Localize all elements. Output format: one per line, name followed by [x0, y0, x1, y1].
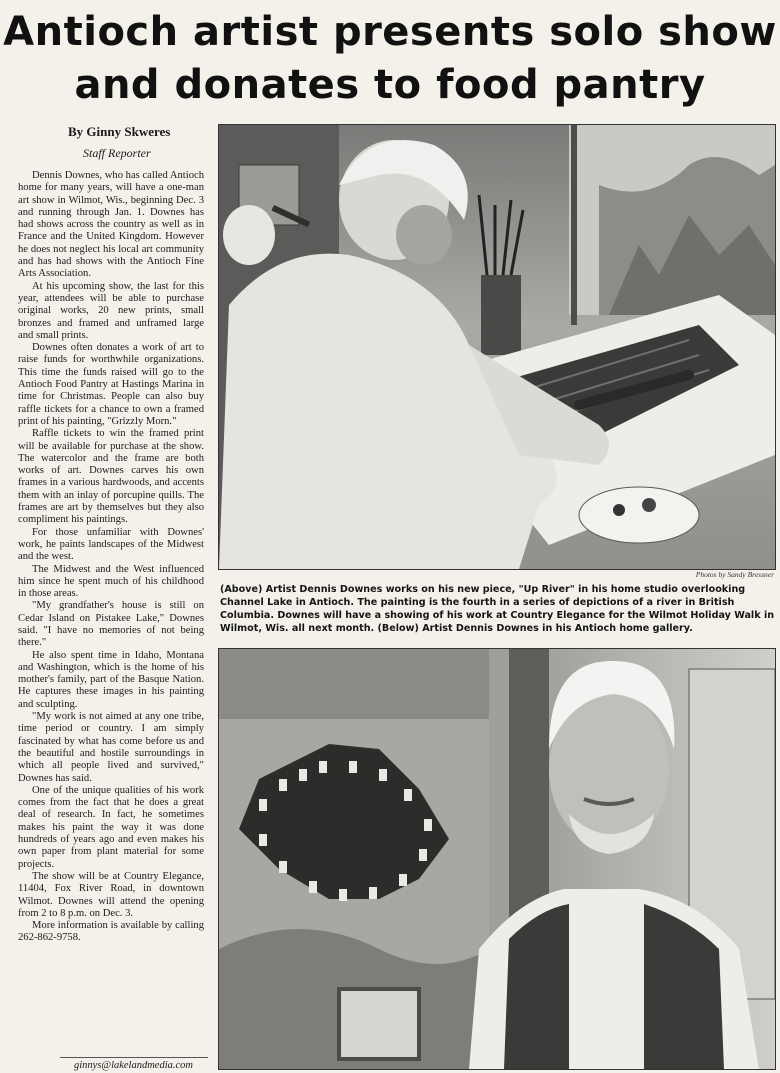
paragraph: "My work is not aimed at any one tribe, time period or country. I am simply fascinated by what has come before us and the beautiful and hostile surroundings in which all people lived and survived," Downes has said.	[18, 711, 204, 784]
paragraph: "My grandfather's house is still on Cedar Island on Pistakee Lake," Downes said. "I have no memories of not being there."	[18, 600, 204, 649]
photo-artist-painting	[218, 124, 776, 570]
photo-artist-painting-illustration	[219, 125, 775, 569]
paragraph: Raffle tickets to win the framed print will be available for purchase at the show. The watercolor and the frame are both works of art. Downes carves his own frames in a various hardwoods, and accents them with an inlay of porcupine quills. The frames are art by themselves but they also compliment his paintings.	[18, 428, 204, 526]
headline	[0, 6, 780, 112]
paragraph: He also spent time in Idaho, Montana and Washington, which is the home of his mother's family, part of the Basque Nation. He captures these images in his painting and sculpting.	[18, 649, 204, 710]
paragraph: The Midwest and the West influenced him since he spent much of his childhood in those areas.	[18, 563, 204, 600]
paragraph: For those unfamiliar with Downes' work, he paints landscapes of the Midwest and the west.	[18, 526, 204, 563]
paragraph: One of the unique qualities of his work comes from the fact that he does a great deal of research. In fact, he sometimes makes his paint the way it was done hundreds of years ago and even makes his own paper from plant material for some projects.	[18, 784, 204, 870]
author-role: Staff Reporter	[83, 146, 151, 160]
photo-caption: (Above) Artist Dennis Downes works on his new piece, "Up River" in his home studio overlooking Channel Lake in Antioch. The painting is the fourth in a series of depictions of a river in British Columbia. Downes will have a showing of his work at Country Elegance for the Wilmot Holiday Walk in Wilmot, Wis. all next month. (Below) Artist Dennis Downes in his Antioch home gallery.	[220, 584, 775, 634]
headline-line-1: Antioch artist presents solo show	[3, 9, 777, 55]
byline: By Ginny Skweres	[68, 124, 171, 139]
paragraph: More information is available by calling 262-862-9758.	[18, 920, 204, 944]
photo-credit: Photos by Sandy Bressner	[695, 570, 774, 579]
paragraph: At his upcoming show, the last for this year, attendees will be able to purchase original works, 20 new prints, small bronzes and framed and unframed large and small prints.	[18, 280, 204, 341]
paragraph: The show will be at Country Elegance, 11404, Fox River Road, in downtown Wilmot. Downes will attend the opening from 2 to 8 p.m. on Dec. 3.	[18, 870, 204, 919]
headline-line-2: and donates to food pantry	[74, 62, 706, 108]
author-email: ginnys@lakelandmedia.com	[74, 1060, 194, 1071]
paragraph: Downes often donates a work of art to raise funds for worthwhile organizations. This time the funds raised will go to the Antioch Food Pantry at Hastings Marina in time for Christmas. People can also buy raffle tickets for a chance to own a framed print of his painting, "Grizzly Morn."	[18, 342, 204, 427]
paragraph: Dennis Downes, who has called Antioch home for many years, will have a one-man art show in Wilmot, Wis., beginning Dec. 3 and running through Jan. 1. Downes has had shows across the country as well as in France and the United Kingdom. However he does not neglect his local art community and has had shows with the Antioch Fine Arts Association.	[18, 170, 204, 280]
article-body	[18, 170, 204, 1050]
footer-divider	[60, 1057, 208, 1058]
photo-artist-gallery	[218, 648, 776, 1070]
photo-artist-gallery-illustration	[219, 649, 775, 1069]
